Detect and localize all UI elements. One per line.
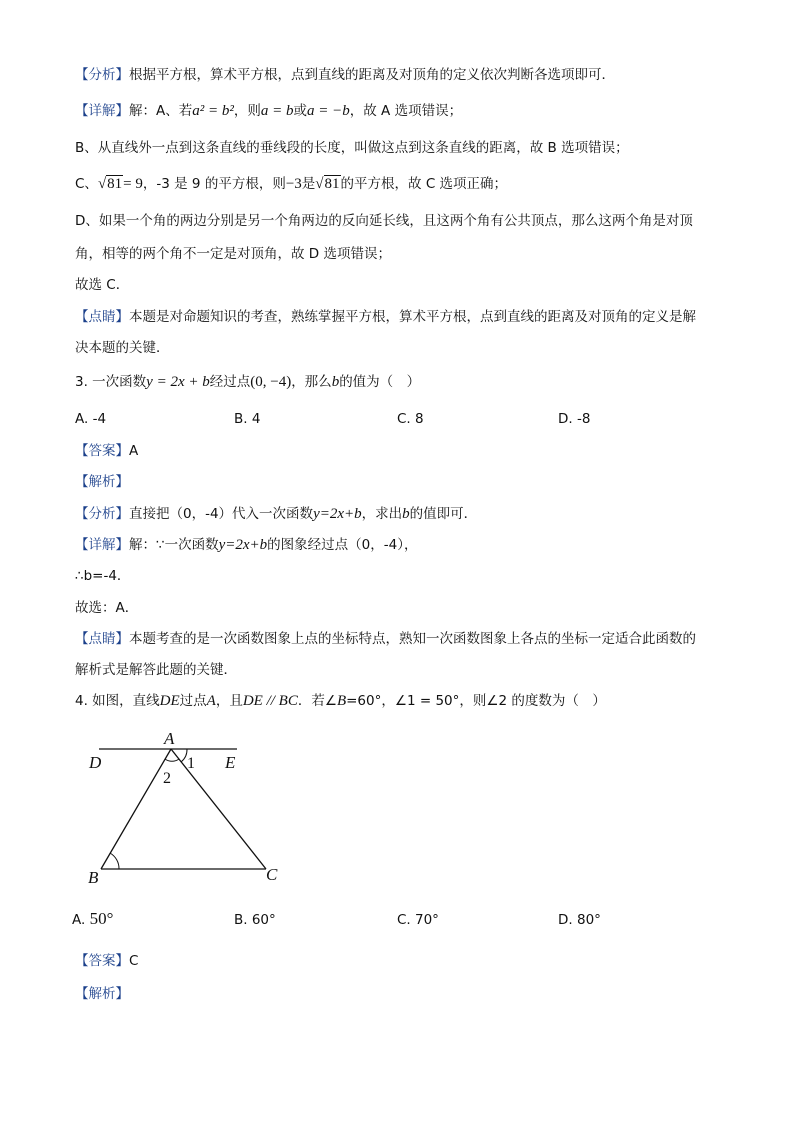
q3-stem-b: b — [331, 374, 340, 390]
detail-a-r1: a = b — [260, 103, 294, 119]
q3-option-d[interactable]: D. -8 — [558, 411, 591, 427]
label-2: 2 — [163, 770, 171, 787]
q3-detail-post: 的图象经过点（0，-4）， — [267, 537, 418, 553]
sqrt-81: √81 — [97, 176, 123, 192]
q3-analysis-post: 的值即可． — [409, 506, 478, 522]
side-ab — [101, 749, 171, 869]
q4-answer — [75, 952, 138, 970]
q3-stem-point: (0, −4) — [250, 374, 292, 390]
q4-stem-a: A — [206, 693, 216, 709]
answer-tag: 【答案】 — [75, 443, 129, 459]
label-c: C — [266, 865, 278, 884]
line-c-pre: C、 — [75, 176, 98, 192]
detail-a-r2: a = −b — [307, 103, 350, 119]
q4-stem-mid4: =60°，∠1 = 50°，则∠2 的度数为（ ） — [346, 693, 606, 709]
sqrt-81-b: √81 — [315, 176, 340, 192]
q4-option-a[interactable] — [72, 910, 113, 929]
q2-line-d2: 角，相等的两个角不一定是对顶角，故 D 选项错误； — [75, 246, 391, 262]
q3-jiexi-tag: 【解析】 — [75, 474, 129, 490]
q3-comment-text-1: 本题考查的是一次函数图象上点的坐标特点，熟知一次函数图象上各点的坐标一定适合此函数的 — [129, 631, 696, 647]
q4-stem-de: DE — [159, 693, 180, 709]
q4-answer-value: C — [129, 953, 139, 969]
q3-stem — [75, 373, 420, 391]
line-c-post: 的平方根，故 C 选项正确； — [340, 176, 508, 192]
q3-analysis — [75, 505, 477, 523]
angle-b-arc — [110, 853, 119, 869]
detail-a-post: ，故 A 选项错误； — [349, 103, 463, 119]
detail-a-pre: 解：A、若 — [129, 103, 193, 119]
q3-option-c[interactable]: C. 8 — [397, 411, 424, 427]
label-e: E — [225, 753, 236, 772]
q4-answer-tag: 【答案】 — [75, 953, 129, 969]
q4-option-b[interactable]: B. 60° — [234, 912, 276, 928]
q3-stem-mid: 经过点 — [209, 374, 251, 390]
q4-stem-b: B — [336, 693, 347, 709]
q3-analysis-eq: y=2x+b — [313, 506, 362, 522]
line-c-mid2: 是 — [301, 176, 316, 192]
q2-line-d1: D、如果一个角的两边分别是另一个角两边的反向延长线，且这两个角有公共顶点，那么这两个角是对顶 — [75, 213, 693, 229]
label-a: A — [164, 729, 175, 748]
q4-stem-mid2: ，且 — [215, 693, 243, 709]
detail-a-eq: a² = b² — [192, 103, 234, 119]
q3-comment-tag: 【点睛】 — [75, 631, 129, 647]
line-c-mid1: ，-3 是 9 的平方根，则 — [142, 176, 286, 192]
q3-choose: 故选：A． — [75, 600, 139, 616]
q3-analysis-mid: ，求出 — [361, 506, 403, 522]
comment-text-1: 本题是对命题知识的考查，熟练掌握平方根，算术平方根，点到直线的距离及对顶角的定义是解 — [129, 309, 696, 325]
q3-comment-2: 解析式是解答此题的关键． — [75, 662, 237, 678]
q4-jiexi-tag: 【解析】 — [75, 986, 129, 1002]
triangle-figure — [85, 725, 305, 895]
side-ac — [171, 749, 266, 869]
line-c-neg3: −3 — [285, 176, 302, 192]
q3-detail — [75, 536, 417, 554]
q3-stem-mid2: ，那么 — [291, 374, 332, 390]
q3-stem-eq: y = 2x + b — [146, 374, 210, 390]
detail-a-or: 或 — [293, 103, 307, 119]
q3-detail-tag: 【详解】 — [75, 537, 129, 553]
q2-choose: 故选 C． — [75, 277, 130, 293]
line-c-eq9: = 9 — [123, 176, 143, 192]
q3-answer — [75, 442, 138, 460]
q4-stem-pre: 4. 如图，直线 — [75, 693, 160, 709]
analysis-text: 根据平方根，算术平方根，点到直线的距离及对顶角的定义依次判断各选项即可． — [129, 67, 615, 83]
q4-stem-parallel: DE // BC — [242, 693, 298, 709]
q4-option-c[interactable]: C. 70° — [397, 912, 439, 928]
q3-stem-post: 的值为（ ） — [339, 374, 421, 390]
q4-opt-a-value: 50° — [89, 909, 114, 928]
q3-option-b[interactable]: B. 4 — [234, 411, 261, 427]
q3-therefore: ∴b=-4． — [75, 568, 131, 584]
label-1: 1 — [187, 755, 195, 772]
answer-value: A — [129, 443, 139, 459]
q4-stem-mid3: ．若∠ — [297, 693, 337, 709]
q2-analysis — [75, 66, 615, 84]
label-b: B — [88, 868, 99, 887]
q3-analysis-b: b — [402, 506, 410, 522]
q2-comment-2: 决本题的关键． — [75, 340, 170, 356]
detail-tag: 【详解】 — [75, 103, 129, 119]
angle-2-arc — [165, 759, 179, 761]
q4-opt-a-label: A. — [72, 912, 86, 928]
q2-detail-a — [75, 102, 462, 120]
q2-line-c — [75, 175, 507, 193]
q3-comment-1 — [75, 630, 696, 648]
q3-stem-pre: 3. 一次函数 — [75, 374, 147, 390]
q4-option-d[interactable]: D. 80° — [558, 912, 601, 928]
q3-detail-pre: 解：∵一次函数 — [129, 537, 219, 553]
q2-line-b: B、从直线外一点到这条直线的垂线段的长度，叫做这点到这条直线的距离，故 B 选项错误； — [75, 140, 629, 156]
comment-tag: 【点睛】 — [75, 309, 129, 325]
q4-stem — [75, 692, 606, 710]
detail-a-mid: ，则 — [233, 103, 261, 119]
q3-option-a[interactable]: A. -4 — [75, 411, 107, 427]
label-d: D — [89, 753, 102, 772]
q3-detail-eq: y=2x+b — [218, 537, 268, 553]
q4-stem-mid1: 过点 — [179, 693, 207, 709]
q3-analysis-tag: 【分析】 — [75, 506, 129, 522]
analysis-tag: 【分析】 — [75, 67, 129, 83]
q3-analysis-pre: 直接把（0，-4）代入一次函数 — [129, 506, 314, 522]
q2-comment-1 — [75, 308, 696, 326]
